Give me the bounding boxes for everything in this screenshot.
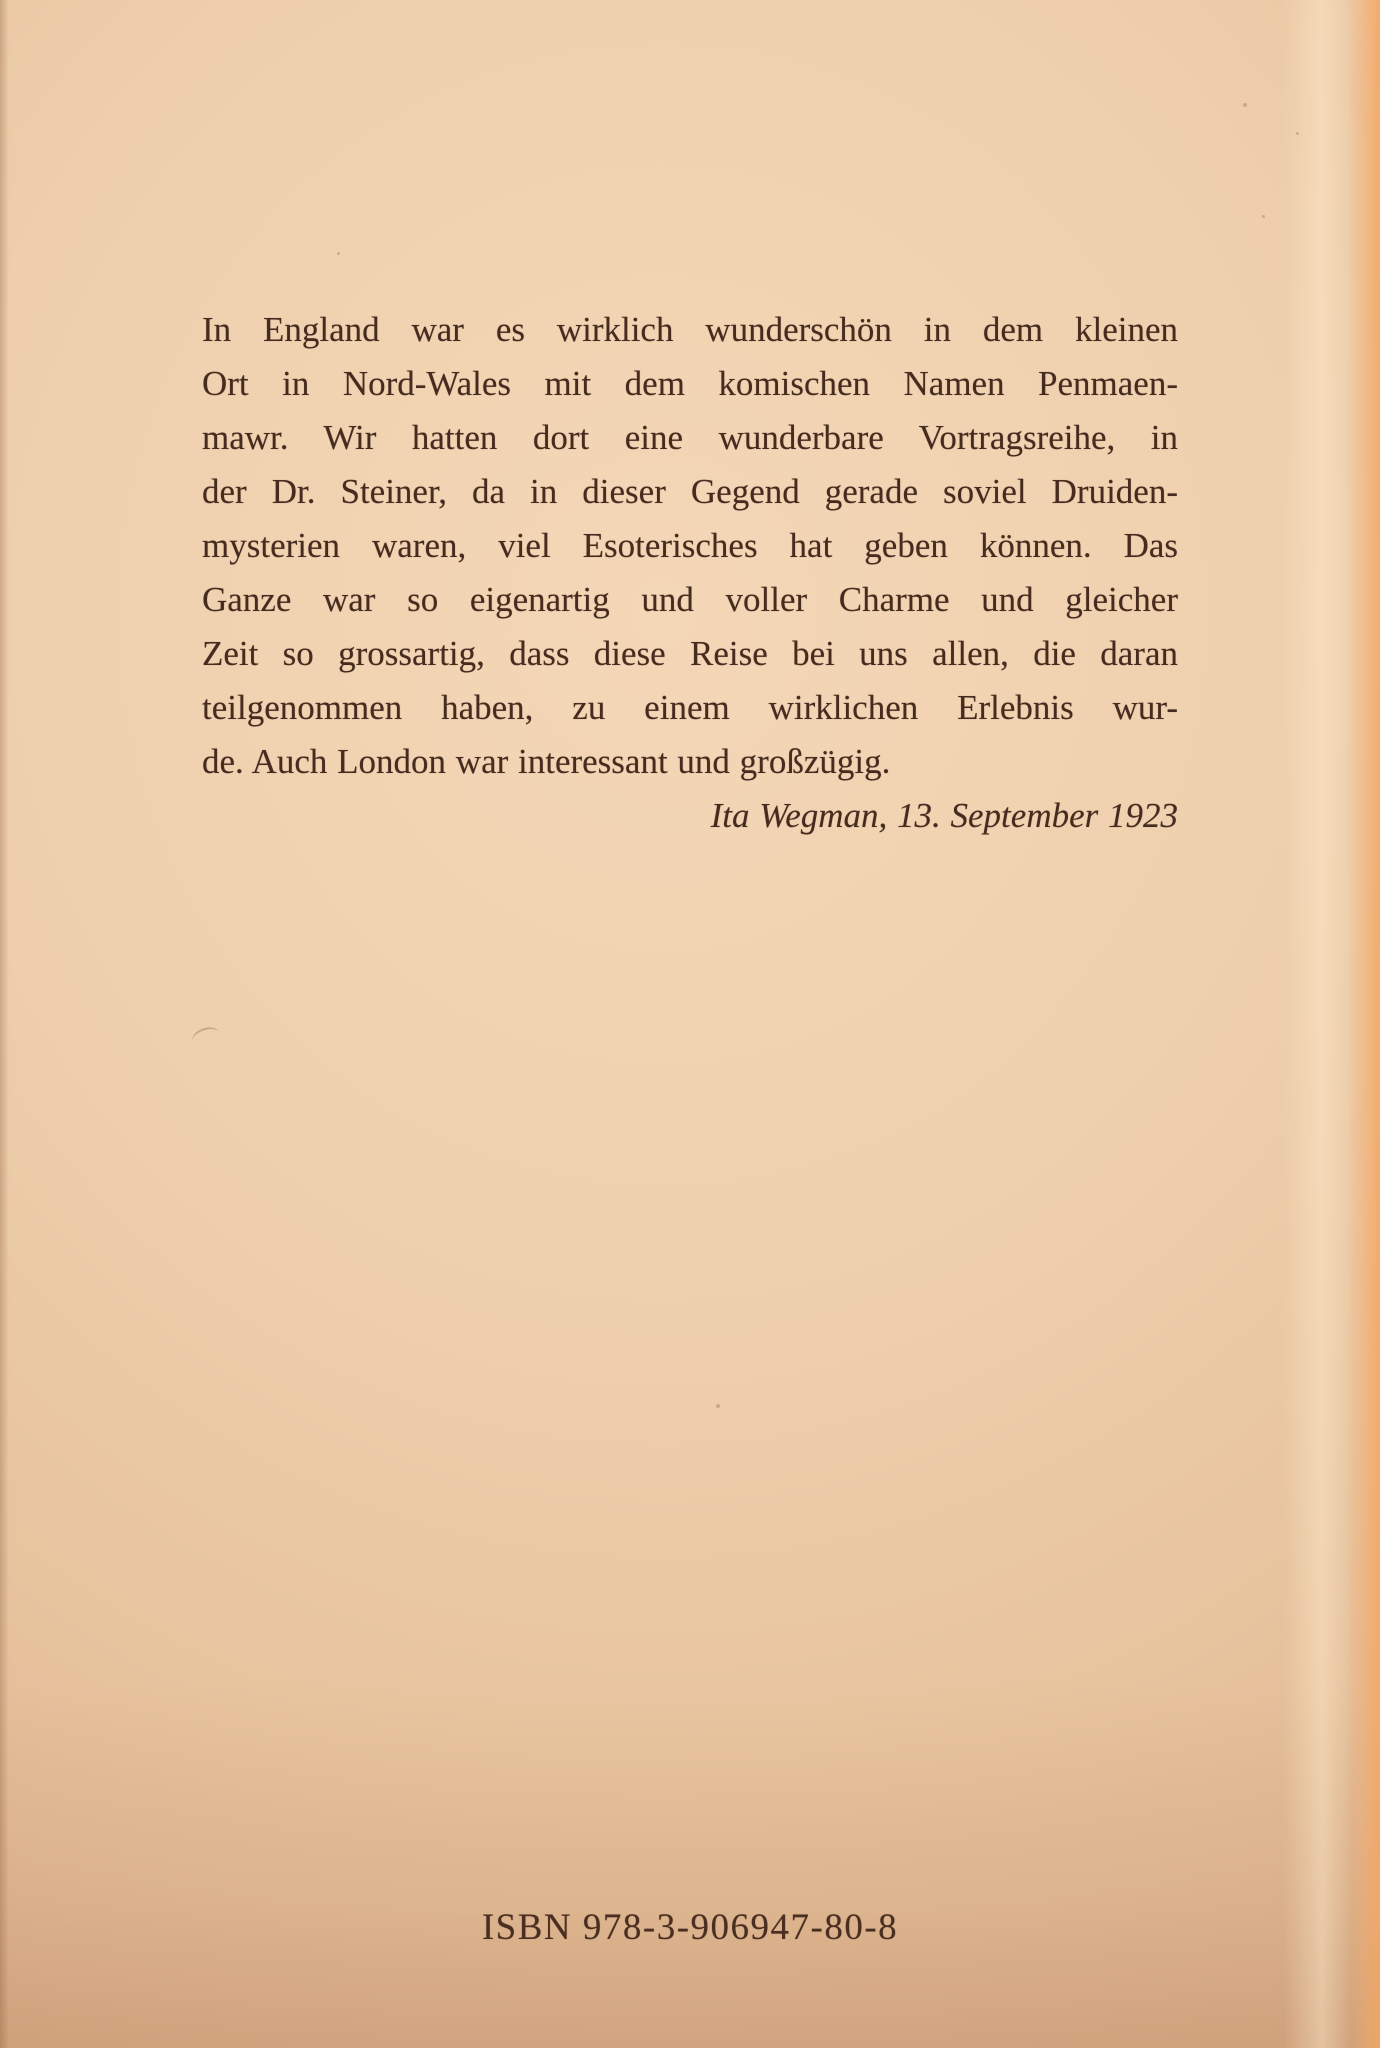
quote-line: In England war es wirklich wunderschön in dem kleinen — [202, 310, 1178, 349]
paper-fiber-mark — [190, 1024, 222, 1050]
quote-block — [202, 303, 1178, 843]
quote-line: Ganze war so eigenartig und voller Charme und gleicher — [202, 580, 1178, 619]
quote-line: Ort in Nord-Wales mit dem komischen Namen Penmaen- — [202, 364, 1178, 403]
quote-line: mysterien waren, viel Esoterisches hat geben können. Das — [202, 526, 1178, 565]
quote-line: Zeit so grossartig, dass diese Reise bei uns allen, die daran — [202, 634, 1178, 673]
paper-speck — [337, 252, 340, 255]
quote-line: de. Auch London war interessant und großzügig. — [202, 742, 891, 781]
quote-line: teilgenommen haben, zu einem wirklichen Erlebnis wur- — [202, 688, 1178, 727]
paper-speck — [1262, 215, 1265, 218]
quote-line: der Dr. Steiner, da in dieser Gegend gerade soviel Druiden- — [202, 472, 1178, 511]
paper-speck — [1243, 103, 1247, 107]
paper-speck — [716, 1404, 720, 1408]
paper-speck — [1296, 132, 1299, 135]
isbn-text: ISBN 978-3-906947-80-8 — [481, 1907, 899, 1948]
quote-line: mawr. Wir hatten dort eine wunderbare Vortragsreihe, in — [202, 418, 1178, 457]
quote-attribution: Ita Wegman, 13. September 1923 — [710, 796, 1178, 835]
